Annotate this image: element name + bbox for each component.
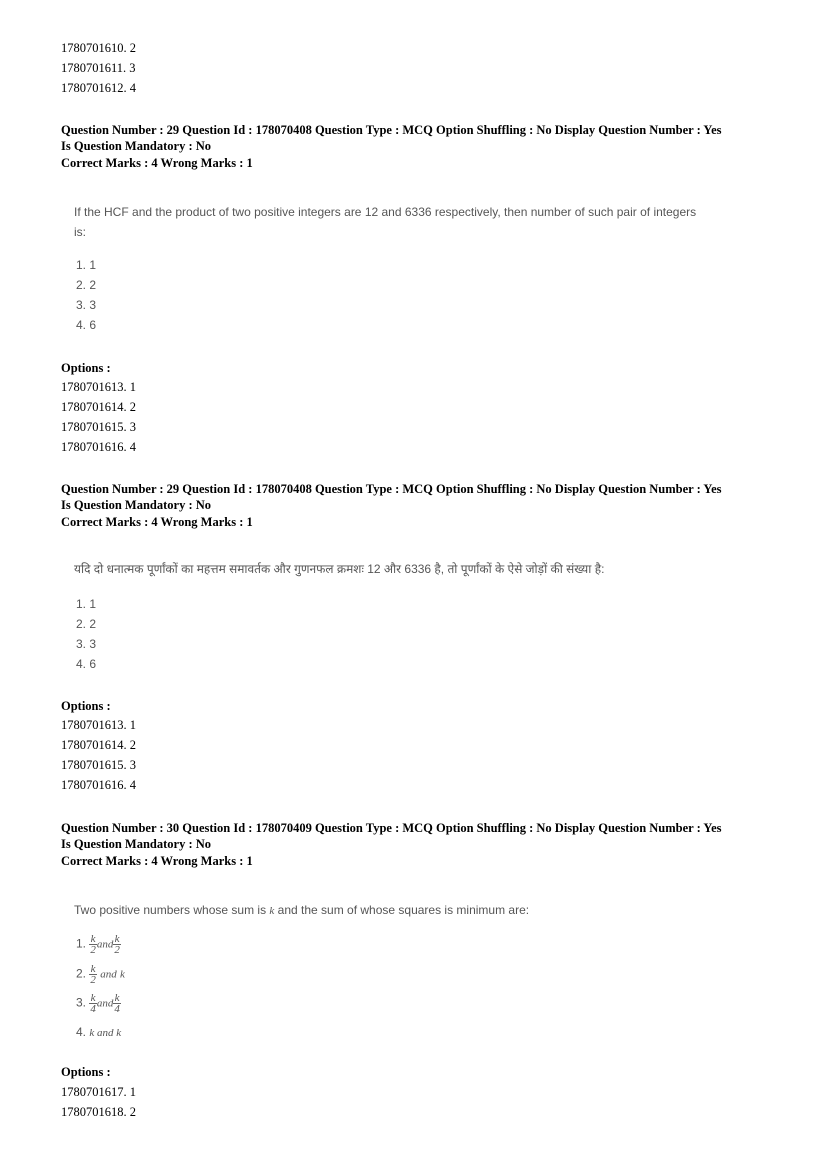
options-label: Options : bbox=[61, 361, 111, 375]
question-marks: Correct Marks : 4 Wrong Marks : 1 bbox=[61, 156, 253, 170]
question-text: If the HCF and the product of two positive integers are 12 and 6336 respectively, then number of such pair of integers bbox=[74, 205, 697, 219]
option-row: 1780701616. 4 bbox=[61, 440, 136, 454]
choice-item: 4. 6 bbox=[76, 657, 97, 671]
choice-item: 3. 3 bbox=[76, 298, 97, 312]
choice-item: 1. 1 bbox=[76, 597, 97, 611]
options-label: Options : bbox=[61, 699, 111, 713]
question-header: Question Number : 29 Question Id : 178070408 Question Type : MCQ Option Shuffling : No Display Question Number : Yes bbox=[61, 123, 722, 137]
question-mandatory: Is Question Mandatory : No bbox=[61, 139, 212, 153]
option-row: 1780701614. 2 bbox=[61, 738, 136, 752]
question-text: Two positive numbers whose sum is k and the sum of whose squares is minimum are: bbox=[74, 903, 530, 917]
choice-item: 2. 2 bbox=[76, 278, 97, 292]
question-text-cont: is: bbox=[74, 225, 86, 239]
fraction: $\frac{k}{2}$ bbox=[90, 933, 96, 956]
option-row: 1780701611. 3 bbox=[61, 61, 136, 75]
option-row: 1780701616. 4 bbox=[61, 778, 136, 792]
question-header: Question Number : 30 Question Id : 178070409 Question Type : MCQ Option Shuffling : No Display Question Number : Yes bbox=[61, 821, 722, 835]
option-row: 1780701610. 2 bbox=[61, 41, 136, 55]
options-label: Options : bbox=[61, 1065, 111, 1079]
option-row: 1780701613. 1 bbox=[61, 718, 136, 732]
option-row: 1780701612. 4 bbox=[61, 81, 136, 95]
fraction: $\frac{k}{2}$ bbox=[114, 933, 120, 956]
fraction: $\frac{k}{4}$ bbox=[90, 992, 96, 1015]
choice-item: 1. $\frac{k}{2}$ and $\frac{k}{2}$ bbox=[76, 933, 120, 956]
choice-item: 3. $\frac{k}{4}$ and $\frac{k}{4}$ bbox=[76, 992, 120, 1015]
choice-item: 2. $\frac{k}{2}$ and k bbox=[76, 963, 125, 986]
question-marks: Correct Marks : 4 Wrong Marks : 1 bbox=[61, 515, 253, 529]
question-text: यदि दो धनात्मक पूर्णांकों का महत्तम समावर्तक और गुणनफल क्रमशः 12 और 6336 है, तो पूर्णांकों के ऐसे जोड़ों की संख्या है: bbox=[74, 562, 605, 576]
option-row: 1780701618. 2 bbox=[61, 1105, 136, 1119]
question-mandatory: Is Question Mandatory : No bbox=[61, 837, 212, 851]
option-row: 1780701615. 3 bbox=[61, 420, 136, 434]
question-marks: Correct Marks : 4 Wrong Marks : 1 bbox=[61, 854, 253, 868]
choice-item: 4. 6 bbox=[76, 318, 97, 332]
choice-item: 1. 1 bbox=[76, 258, 97, 272]
math-var-k: k bbox=[269, 905, 275, 917]
question-header: Question Number : 29 Question Id : 178070408 Question Type : MCQ Option Shuffling : No Display Question Number : Yes bbox=[61, 482, 722, 496]
question-mandatory: Is Question Mandatory : No bbox=[61, 498, 212, 512]
choice-item: 4. k and k bbox=[76, 1025, 122, 1039]
choice-item: 3. 3 bbox=[76, 637, 97, 651]
fraction: $\frac{k}{4}$ bbox=[114, 992, 120, 1015]
option-row: 1780701617. 1 bbox=[61, 1085, 136, 1099]
choice-item: 2. 2 bbox=[76, 617, 97, 631]
option-row: 1780701613. 1 bbox=[61, 380, 136, 394]
fraction: $\frac{k}{2}$ bbox=[90, 963, 96, 986]
option-row: 1780701615. 3 bbox=[61, 758, 136, 772]
option-row: 1780701614. 2 bbox=[61, 400, 136, 414]
